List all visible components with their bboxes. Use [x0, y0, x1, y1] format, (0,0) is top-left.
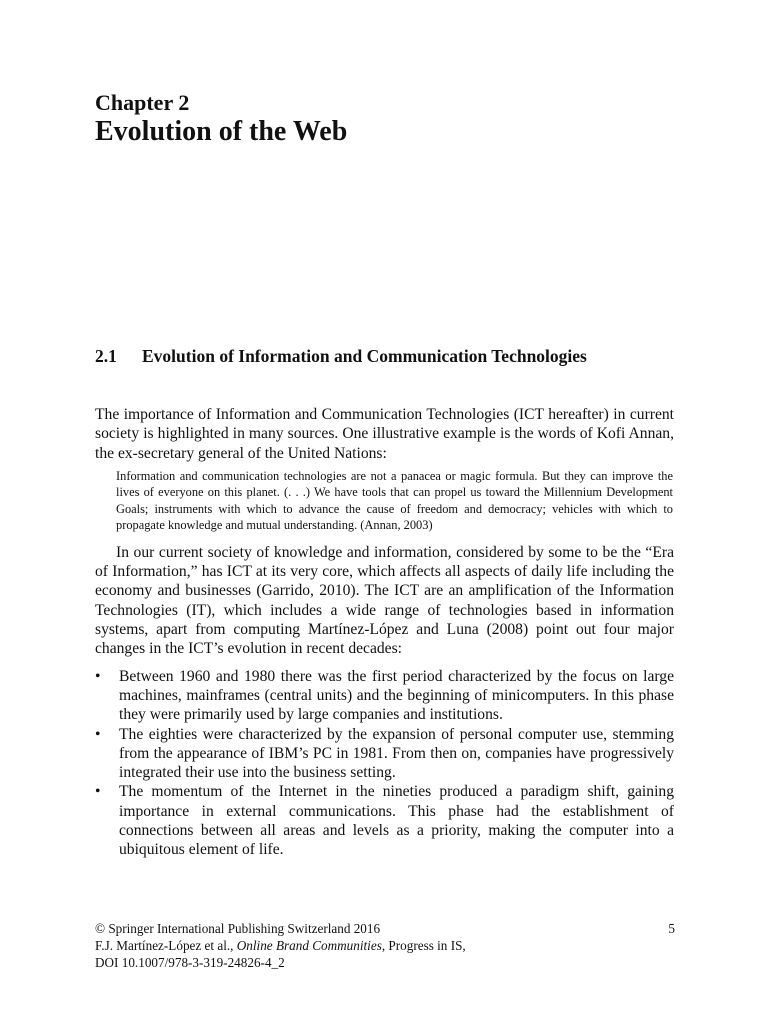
list-item-text: The eighties were characterized by the expansion of personal computer use, stemming from the appearance of IBM’s PC in 1981. From then on, companies have progressively integrated their use into the business setting.: [119, 725, 674, 782]
bullet-marker: •: [95, 783, 101, 801]
section-number: 2.1: [95, 346, 117, 366]
list-item-text: Between 1960 and 1980 there was the first period characterized by the focus on large machines, mainframes (central units) and the beginning of minicomputers. In this phase they were primarily used by large companies and institutions.: [119, 667, 674, 724]
list-item: [95, 725, 674, 783]
citation-line: [95, 937, 675, 954]
citation-authors: F.J. Martínez-López et al.,: [95, 938, 237, 953]
body-paragraph: In our current society of knowledge and information, considered by some to be the “Era of Information,” has ICT at its very core, which affects all aspects of daily life including the economy and businesses (Garrido, 2010). The ICT are an amplification of the Information Technologies (IT), which includes a wide range of technologies based in information systems, apart from computing Martínez-López and Luna (2008) point out four major changes in the ICT’s evolution in recent decades:: [95, 543, 674, 658]
chapter-title: Evolution of the Web: [95, 116, 348, 147]
block-quote: Information and communication technologies are not a panacea or magic formula. But they can improve the lives of everyone on this planet. (. . .) We have tools that can propel us toward the Millennium Development Goals; instruments with which to advance the cause of freedom and democracy; vehicles with which to propagate knowledge and mutual understanding. (Annan, 2003): [116, 468, 673, 533]
page-footer: [95, 920, 675, 971]
citation-series: , Progress in IS,: [381, 938, 466, 953]
list-item-text: The momentum of the Internet in the nineties produced a paradigm shift, gaining importance in external communications. This phase had the establishment of connections between all areas and levels as a priority, making the computer into a ubiquitous element of life.: [119, 783, 674, 859]
page-number: 5: [668, 921, 675, 936]
doi-line: DOI 10.1007/978-3-319-24826-4_2: [95, 955, 285, 970]
body-text: [95, 405, 674, 860]
bullet-list: [95, 667, 674, 860]
bullet-marker: •: [95, 667, 101, 685]
copyright-line: © Springer International Publishing Switzerland 2016: [95, 921, 381, 936]
chapter-label: Chapter 2: [95, 90, 190, 115]
bullet-marker: •: [95, 725, 101, 743]
list-item: [95, 782, 674, 859]
citation-book-title: Online Brand Communities: [236, 938, 382, 953]
intro-paragraph: The importance of Information and Communication Technologies (ICT hereafter) in current society is highlighted in many sources. One illustrative example is the words of Kofi Annan, the ex-secretary general of the United Nations:: [95, 406, 674, 462]
section-title: Evolution of Information and Communication Technologies: [142, 346, 587, 366]
list-item: [95, 667, 674, 725]
